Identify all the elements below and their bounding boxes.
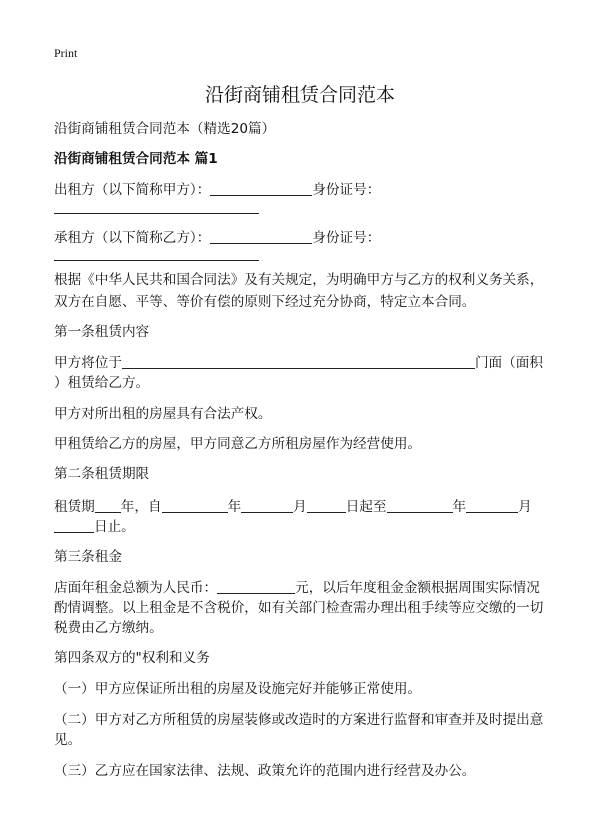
blank [241, 498, 293, 513]
blank [466, 498, 518, 513]
text: 年 [452, 499, 467, 515]
rent-blank [217, 579, 295, 594]
lessor-name-blank [210, 181, 312, 196]
article1-p2: 甲方对所出租的房屋具有合法产权。 [54, 406, 272, 422]
blank [54, 518, 94, 533]
article1-p3: 甲租赁给乙方的房屋，甲方同意乙方所租房屋作为经营使用。 [54, 436, 422, 452]
text: 日止。 [94, 519, 135, 535]
text: 元，以后年度租金金额根据周围实际情况 [295, 580, 540, 596]
print-link[interactable]: Print [54, 46, 78, 60]
lessee-line [54, 228, 380, 248]
article3-heading: 第三条租金 [54, 549, 122, 565]
lessee-id-blank [54, 260, 259, 261]
lessee-label: 承租方（以下简称乙方）： [54, 230, 211, 246]
article3-line2: 酌情调整。以上租金是不含税价，如有关部门检查需办理出租手续等应交缴的一切 [54, 600, 544, 616]
text: 日起至 [345, 499, 387, 515]
preamble-line: 双方在自愿、平等、等价有偿的原则下经过充分协商，特定立本合同。 [54, 294, 476, 310]
lessor-id-blank [54, 213, 259, 214]
text: 租赁期 [54, 499, 95, 515]
blank [95, 498, 121, 513]
subtitle: 沿街商铺租赁合同范本（精选20篇） [54, 121, 276, 137]
article1-p1 [54, 353, 543, 373]
article1-p1-line2: ）租赁给乙方。 [54, 375, 150, 391]
text: 月 [518, 499, 532, 515]
article2-heading: 第二条租赁期限 [54, 466, 150, 482]
blank [162, 498, 228, 513]
article4-item3: （三）乙方应在国家法律、法规、政策允许的范围内进行经营及办公。 [54, 763, 476, 779]
article4-item2: （二）甲方对乙方所租赁的房屋装修或改造时的方案进行监督和审查并及时提出意 [54, 712, 544, 728]
blank [307, 498, 346, 513]
lessor-label: 出租方（以下简称甲方）： [54, 182, 211, 198]
preamble-line: 根据《中华人民共和国合同法》及有关规定，为明确甲方与乙方的权利义务关系， [54, 272, 544, 288]
section-heading: 沿街商铺租赁合同范本 篇1 [54, 151, 218, 167]
article4-item2-line2: 见。 [54, 732, 82, 748]
lessor-line [54, 180, 380, 200]
text: 月 [293, 499, 307, 515]
lessee-name-blank [210, 229, 312, 244]
article1-heading: 第一条租赁内容 [54, 324, 150, 340]
article3-line3: 税费由乙方缴纳。 [54, 620, 163, 636]
article2-term-line [54, 497, 532, 517]
text: 年，自 [120, 499, 162, 515]
blank [387, 498, 453, 513]
article4-item1: （一）甲方应保证所出租的房屋及设施完好并能够正常使用。 [54, 681, 422, 697]
lessor-id-label: 身份证号： [312, 182, 381, 198]
text: 甲方将位于 [54, 355, 122, 371]
text: 店面年租金总额为人民币： [54, 580, 218, 596]
location-blank [122, 354, 475, 369]
article3-line1 [54, 578, 540, 598]
lessee-id-label: 身份证号： [312, 230, 381, 246]
article2-term-line2 [54, 517, 135, 537]
text: 年 [227, 499, 242, 515]
text: 门面（面积 [474, 355, 543, 371]
document-title: 沿街商铺租赁合同范本 [204, 84, 395, 106]
article4-heading: 第四条双方的"权利和义务 [54, 650, 210, 666]
